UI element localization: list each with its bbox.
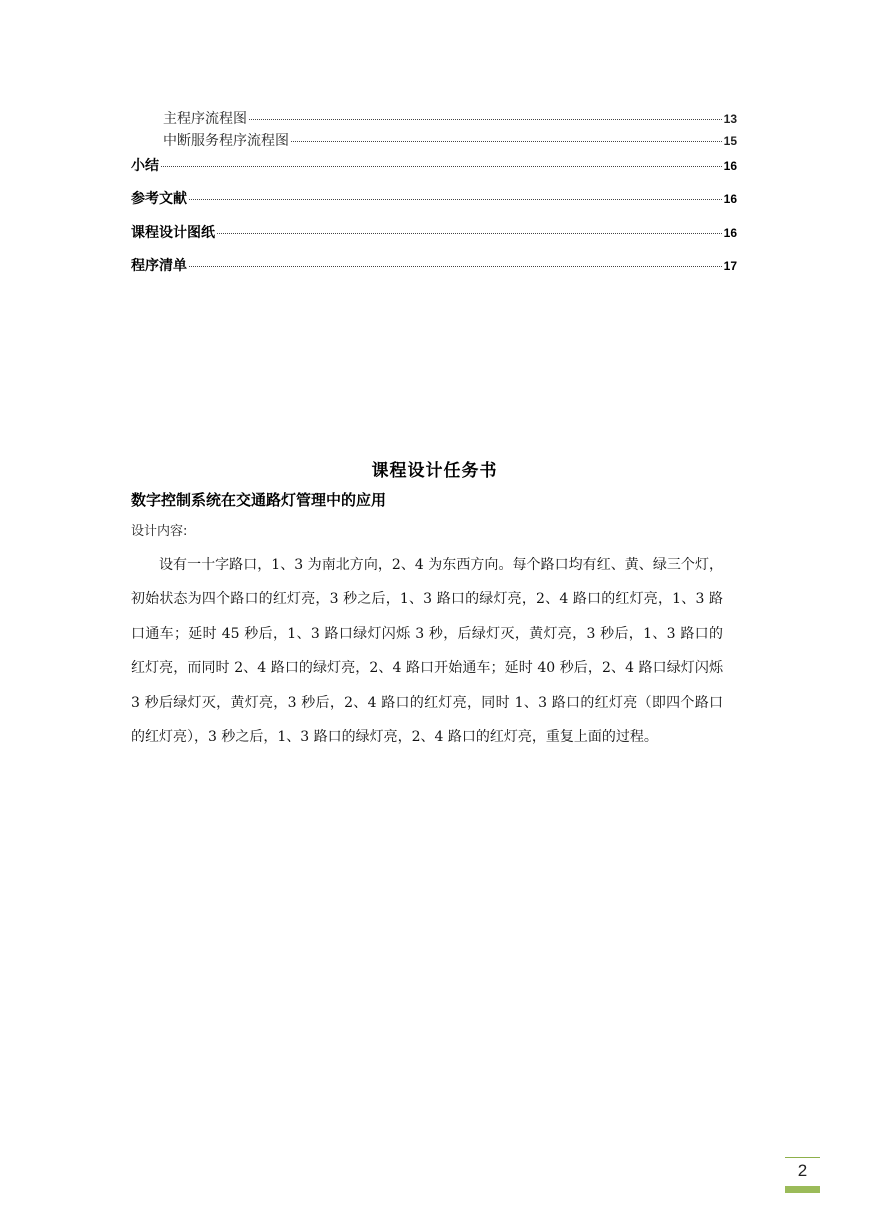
footer-accent-bar: [785, 1186, 820, 1193]
toc-leader: [189, 266, 722, 267]
toc-entry-label: 小结: [131, 158, 159, 174]
toc-entry-label: 程序清单: [131, 258, 187, 274]
toc-entry-page: 15: [723, 134, 737, 148]
toc-entry-page: 16: [723, 159, 737, 173]
toc-leader: [249, 119, 722, 120]
toc-entry[interactable]: [131, 155, 737, 175]
toc-entry-page: 16: [723, 226, 737, 240]
toc-entry-page: 16: [723, 192, 737, 206]
page-number: 2: [797, 1161, 808, 1180]
toc-entry[interactable]: [131, 255, 737, 275]
toc-entry[interactable]: [163, 108, 737, 128]
task-title: 课程设计任务书: [371, 461, 498, 481]
toc-entry[interactable]: [163, 130, 737, 150]
footer-rule: [785, 1157, 820, 1158]
topic-heading: 数字控制系统在交通路灯管理中的应用: [131, 491, 387, 509]
toc-entry-label: 参考文献: [131, 191, 187, 207]
toc-leader: [217, 233, 722, 234]
toc-entry-label: 中断服务程序流程图: [163, 133, 289, 149]
toc-leader: [161, 166, 722, 167]
toc-leader: [189, 199, 722, 200]
toc-entry[interactable]: [131, 188, 737, 208]
page-number-footer: [785, 1157, 820, 1193]
design-content-paragraph: 设有一十字路口，1、3 为南北方向，2、4 为东西方向。每个路口均有红、黄、绿三个灯，初始状态为四个路口的红灯亮，3 秒之后，1、3 路口的绿灯亮，2、4 路口的红灯亮，1、3 路口通车；延时 45 秒后，1、3 路口绿灯闪烁 3 秒，后绿灯灭，黄灯亮，3 秒后，1、3 路口的红灯亮，而同时 2、4 路口的绿灯亮，2、4 路口开始通车；延时 40 秒后，2、4 路口绿灯闪烁 3 秒后绿灯灭，黄灯亮，3 秒后，2、4 路口的红灯亮，同时 1、3 路口的红灯亮（即四个路口的红灯亮），3 秒之后，1、3 路口的绿灯亮，2、4 路口的红灯亮，重复上面的过程。: [131, 557, 723, 746]
content-label: 设计内容:: [131, 524, 188, 539]
toc-entry[interactable]: [131, 222, 737, 242]
toc-entry-label: 课程设计图纸: [131, 225, 215, 241]
toc-entry-page: 13: [723, 112, 737, 126]
toc-entry-label: 主程序流程图: [163, 111, 247, 127]
toc-leader: [291, 141, 722, 142]
toc-entry-page: 17: [723, 259, 737, 273]
